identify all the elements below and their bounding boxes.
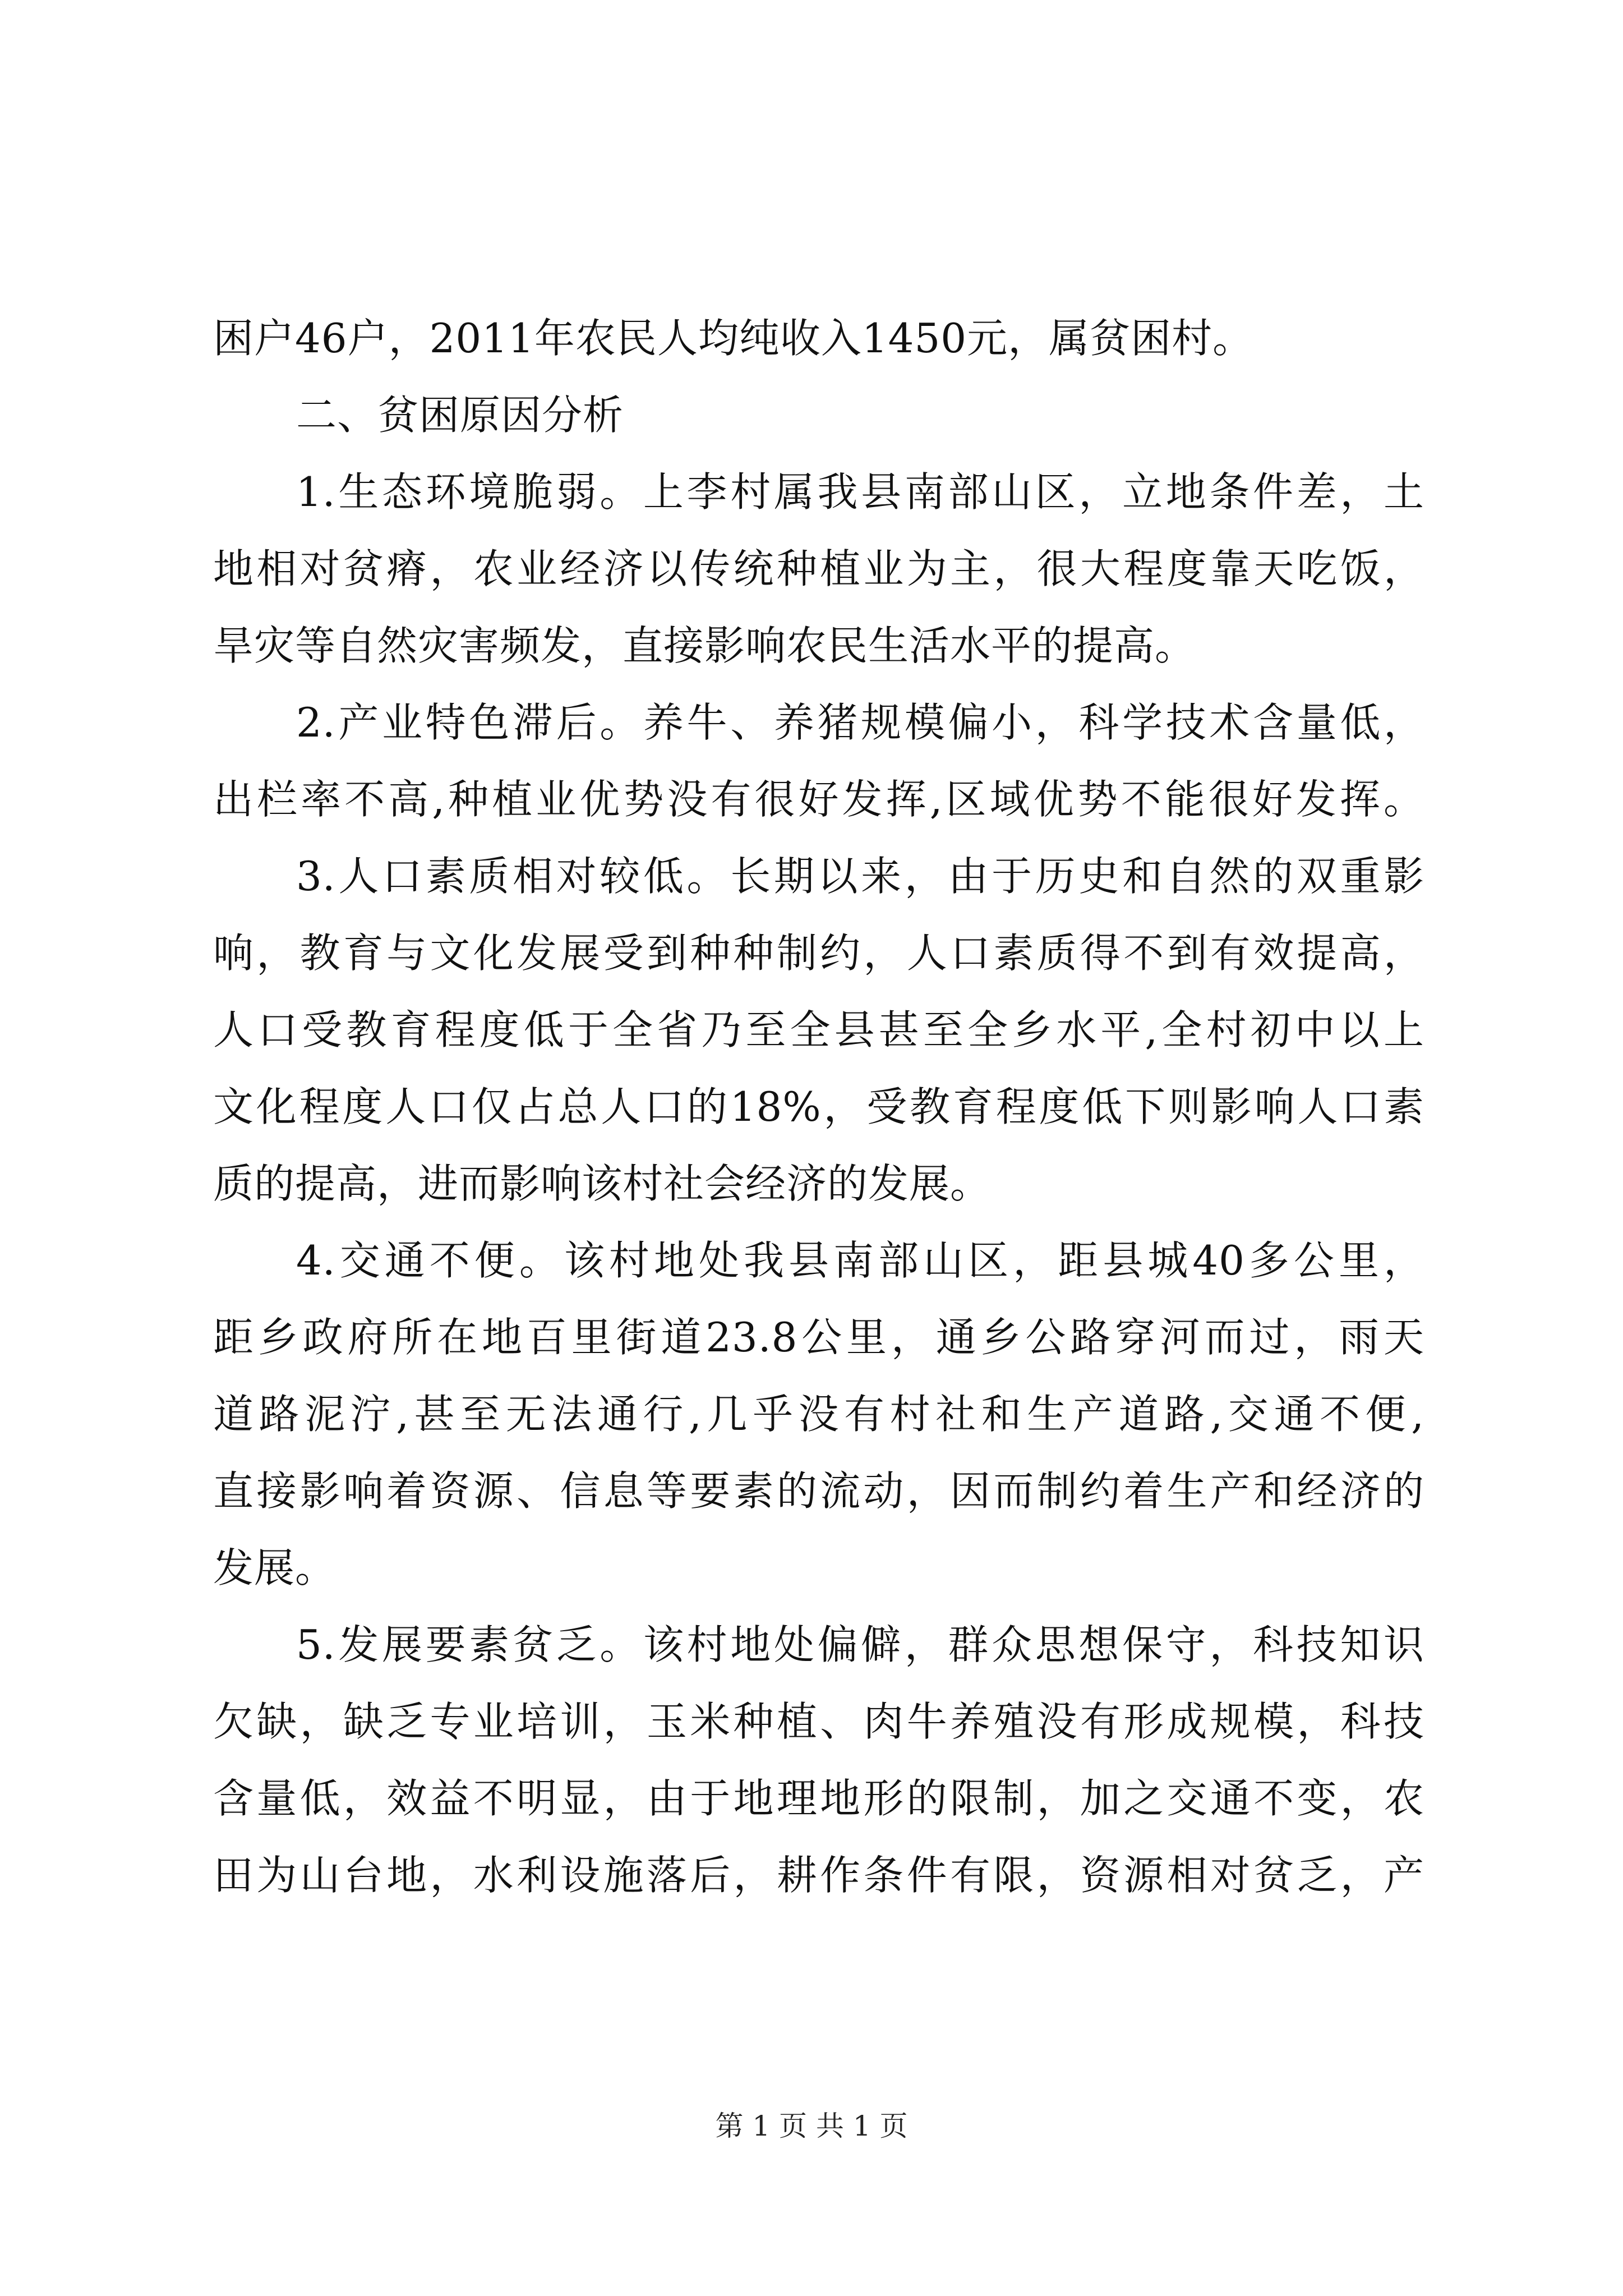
body-line: 困户46户，2011年农民人均纯收入1450元，属贫困村。 <box>213 315 1254 362</box>
body-line: 出栏率不高,种植业优势没有很好发挥,区域优势不能很好发挥。 <box>213 776 1424 823</box>
body-line: 距乡政府所在地百里街道23.8公里，通乡公路穿河而过，雨天 <box>213 1314 1424 1361</box>
section-heading: 二、贫困原因分析 <box>296 392 624 439</box>
body-line: 文化程度人口仅占总人口的18%，受教育程度低下则影响人口素 <box>213 1083 1424 1130</box>
body-line: 地相对贫瘠，农业经济以传统种植业为主，很大程度靠天吃饭， <box>213 545 1424 592</box>
body-line: 质的提高，进而影响该村社会经济的发展。 <box>213 1160 992 1207</box>
body-line: 含量低，效益不明显，由于地理地形的限制，加之交通不变，农 <box>213 1775 1424 1822</box>
body-line: 旱灾等自然灾害频发，直接影响农民生活水平的提高。 <box>213 622 1196 669</box>
body-line: 响，教育与文化发展受到种种制约，人口素质得不到有效提高， <box>213 930 1424 977</box>
body-line: 直接影响着资源、信息等要素的流动，因而制约着生产和经济的 <box>213 1467 1424 1515</box>
body-line: 发展。 <box>213 1544 336 1591</box>
body-line: 2.产业特色滞后。养牛、养猪规模偏小，科学技术含量低， <box>296 699 1424 746</box>
body-line: 欠缺，缺乏专业培训，玉米种植、肉牛养殖没有形成规模，科技 <box>213 1698 1424 1745</box>
body-line: 道路泥泞,甚至无法通行,几乎没有村社和生产道路,交通不便, <box>213 1391 1424 1438</box>
body-line: 人口受教育程度低于全省乃至全县甚至全乡水平,全村初中以上 <box>213 1006 1424 1053</box>
page-footer <box>0 2109 1623 2143</box>
body-line: 3.人口素质相对较低。长期以来，由于历史和自然的双重影 <box>296 853 1424 900</box>
page-number-label: 第 1 页 共 1 页 <box>715 2110 908 2142</box>
body-line: 5.发展要素贫乏。该村地处偏僻，群众思想保守，科技知识 <box>296 1621 1424 1668</box>
body-line: 田为山台地，水利设施落后，耕作条件有限，资源相对贫乏，产 <box>213 1852 1424 1899</box>
document-body <box>213 300 1424 1914</box>
body-line: 4.交通不便。该村地处我县南部山区，距县城40多公里， <box>296 1237 1424 1284</box>
body-line: 1.生态环境脆弱。上李村属我县南部山区，立地条件差，土 <box>296 468 1424 516</box>
